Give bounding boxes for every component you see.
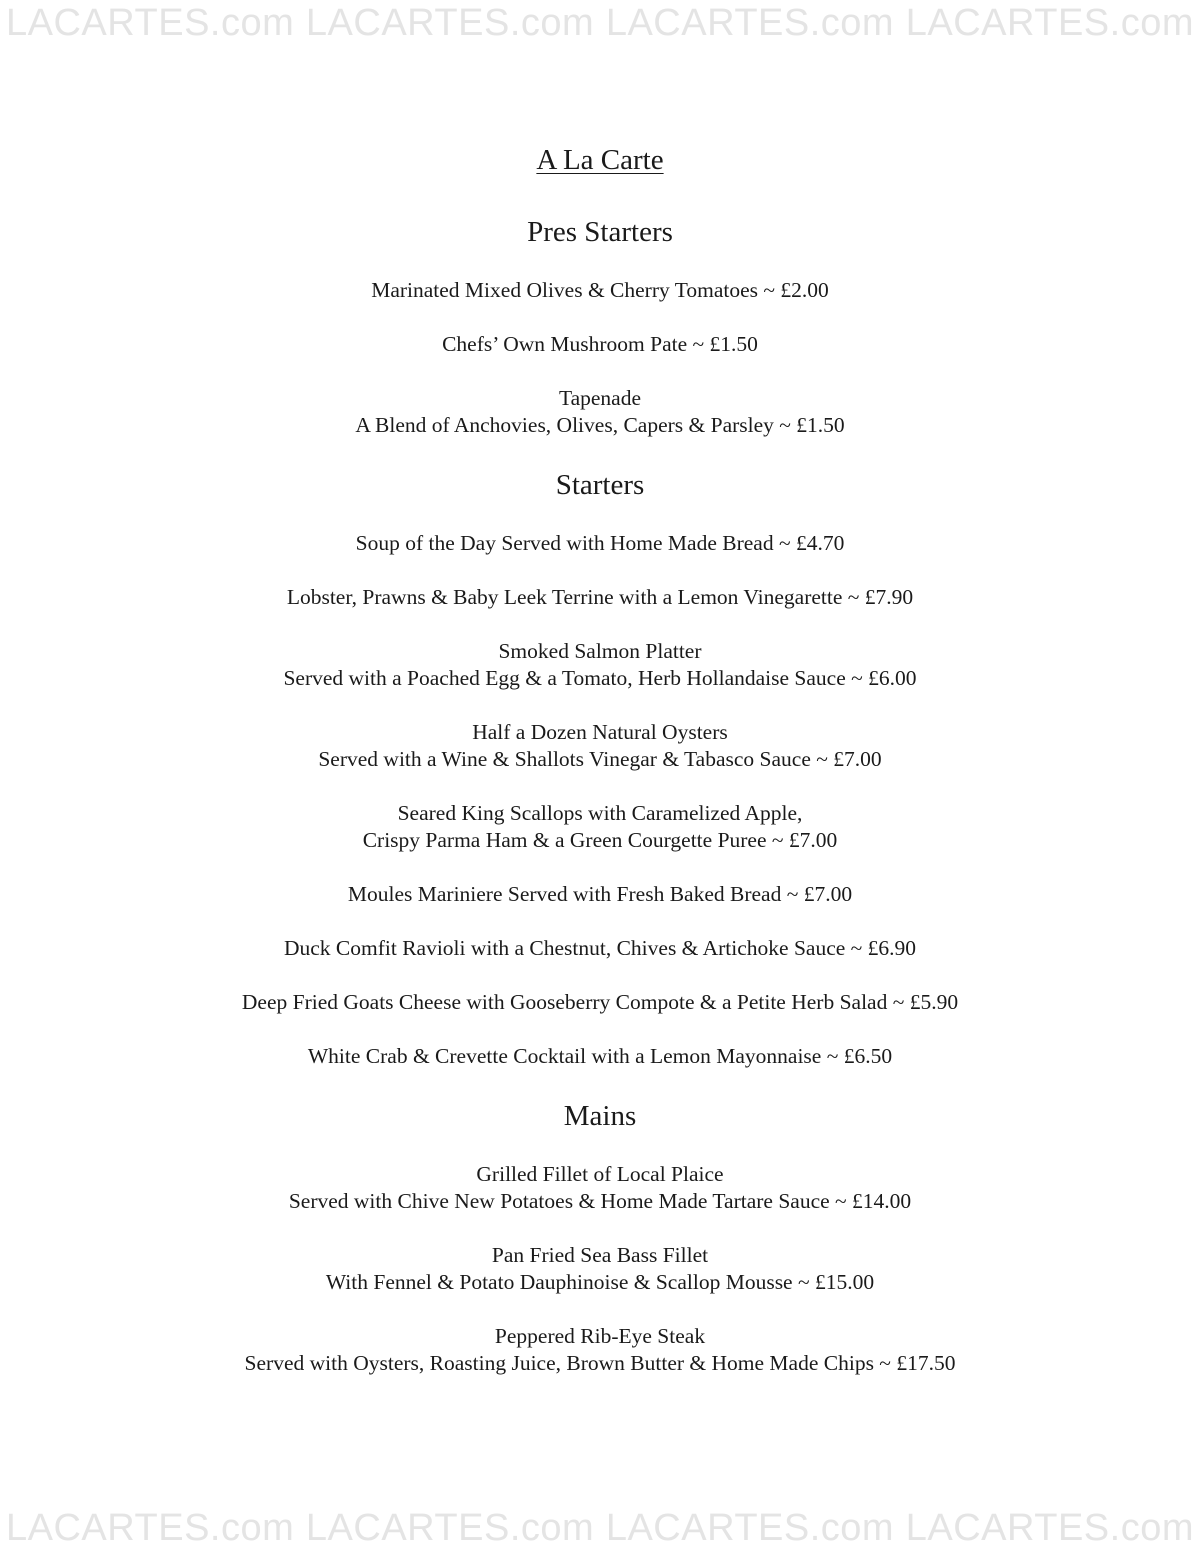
- menu-item-line: A Blend of Anchovies, Olives, Capers & Parsley ~ £1.50: [355, 413, 845, 437]
- menu-item-line: Seared King Scallops with Caramelized Apple,: [397, 801, 803, 825]
- menu-item: [0, 385, 1200, 439]
- watermark-text: LACARTES.com: [6, 1507, 295, 1549]
- section-heading-mains: Mains: [563, 1100, 637, 1132]
- menu-item: [0, 1242, 1200, 1296]
- watermark-top: [0, 2, 1200, 52]
- menu-item-line: Smoked Salmon Platter: [498, 639, 702, 663]
- menu-item-line: Marinated Mixed Olives & Cherry Tomatoes ~ £2.00: [371, 278, 829, 302]
- menu-item-line: Deep Fried Goats Cheese with Gooseberry Compote & a Petite Herb Salad ~ £5.90: [241, 990, 959, 1014]
- menu-item: [0, 331, 1200, 358]
- watermark-text: LACARTES.com: [605, 1507, 895, 1549]
- menu-item-line: Served with Chive New Potatoes & Home Made Tartare Sauce ~ £14.00: [288, 1189, 912, 1213]
- menu-item-line: Served with Oysters, Roasting Juice, Brown Butter & Home Made Chips ~ £17.50: [244, 1351, 956, 1375]
- menu-title-text: A La Carte: [536, 144, 664, 176]
- menu-item-line: Soup of the Day Served with Home Made Bread ~ £4.70: [355, 531, 845, 555]
- menu-item: [0, 1043, 1200, 1070]
- menu-item-line: Lobster, Prawns & Baby Leek Terrine with a Lemon Vinegarette ~ £7.90: [286, 585, 914, 609]
- menu-item: [0, 1323, 1200, 1377]
- menu-title: [0, 140, 1200, 180]
- menu-item-line: Duck Comfit Ravioli with a Chestnut, Chives & Artichoke Sauce ~ £6.90: [283, 936, 917, 960]
- menu-item-line: Served with a Wine & Shallots Vinegar & Tabasco Sauce ~ £7.00: [318, 747, 882, 771]
- menu-item: [0, 530, 1200, 557]
- menu-item: [0, 800, 1200, 854]
- menu-item-line: Served with a Poached Egg & a Tomato, Herb Hollandaise Sauce ~ £6.00: [283, 666, 917, 690]
- menu-item: [0, 277, 1200, 304]
- menu-item-line: Grilled Fillet of Local Plaice: [476, 1162, 724, 1186]
- menu-item-line: Tapenade: [558, 386, 642, 410]
- watermark-text: LACARTES.com: [605, 2, 895, 44]
- menu-item: [0, 935, 1200, 962]
- section-heading-pres-starters: Pres Starters: [527, 216, 673, 248]
- menu-item-line: Half a Dozen Natural Oysters: [472, 720, 728, 744]
- watermark-bottom: [0, 1507, 1200, 1557]
- section-heading-starters: Starters: [555, 469, 645, 501]
- watermark-text: LACARTES.com: [905, 1507, 1194, 1549]
- menu-item: [0, 584, 1200, 611]
- watermark-text: LACARTES.com: [305, 2, 595, 44]
- menu-item-line: Chefs’ Own Mushroom Pate ~ £1.50: [442, 332, 758, 356]
- menu-item-line: White Crab & Crevette Cocktail with a Lemon Mayonnaise ~ £6.50: [307, 1044, 893, 1068]
- watermark-text: LACARTES.com: [6, 2, 295, 44]
- menu-item-line: Crispy Parma Ham & a Green Courgette Puree ~ £7.00: [362, 828, 838, 852]
- menu-item-line: Moules Mariniere Served with Fresh Baked Bread ~ £7.00: [347, 882, 853, 906]
- watermark-text: LACARTES.com: [305, 1507, 595, 1549]
- menu-item-line: Peppered Rib-Eye Steak: [494, 1324, 706, 1348]
- watermark-text: LACARTES.com: [905, 2, 1194, 44]
- menu-item: [0, 989, 1200, 1016]
- menu-item-line: Pan Fried Sea Bass Fillet: [491, 1243, 709, 1267]
- menu-item: [0, 881, 1200, 908]
- menu-item-line: With Fennel & Potato Dauphinoise & Scallop Mousse ~ £15.00: [325, 1270, 875, 1294]
- menu-item: [0, 638, 1200, 692]
- menu-item: [0, 1161, 1200, 1215]
- menu-item: [0, 719, 1200, 773]
